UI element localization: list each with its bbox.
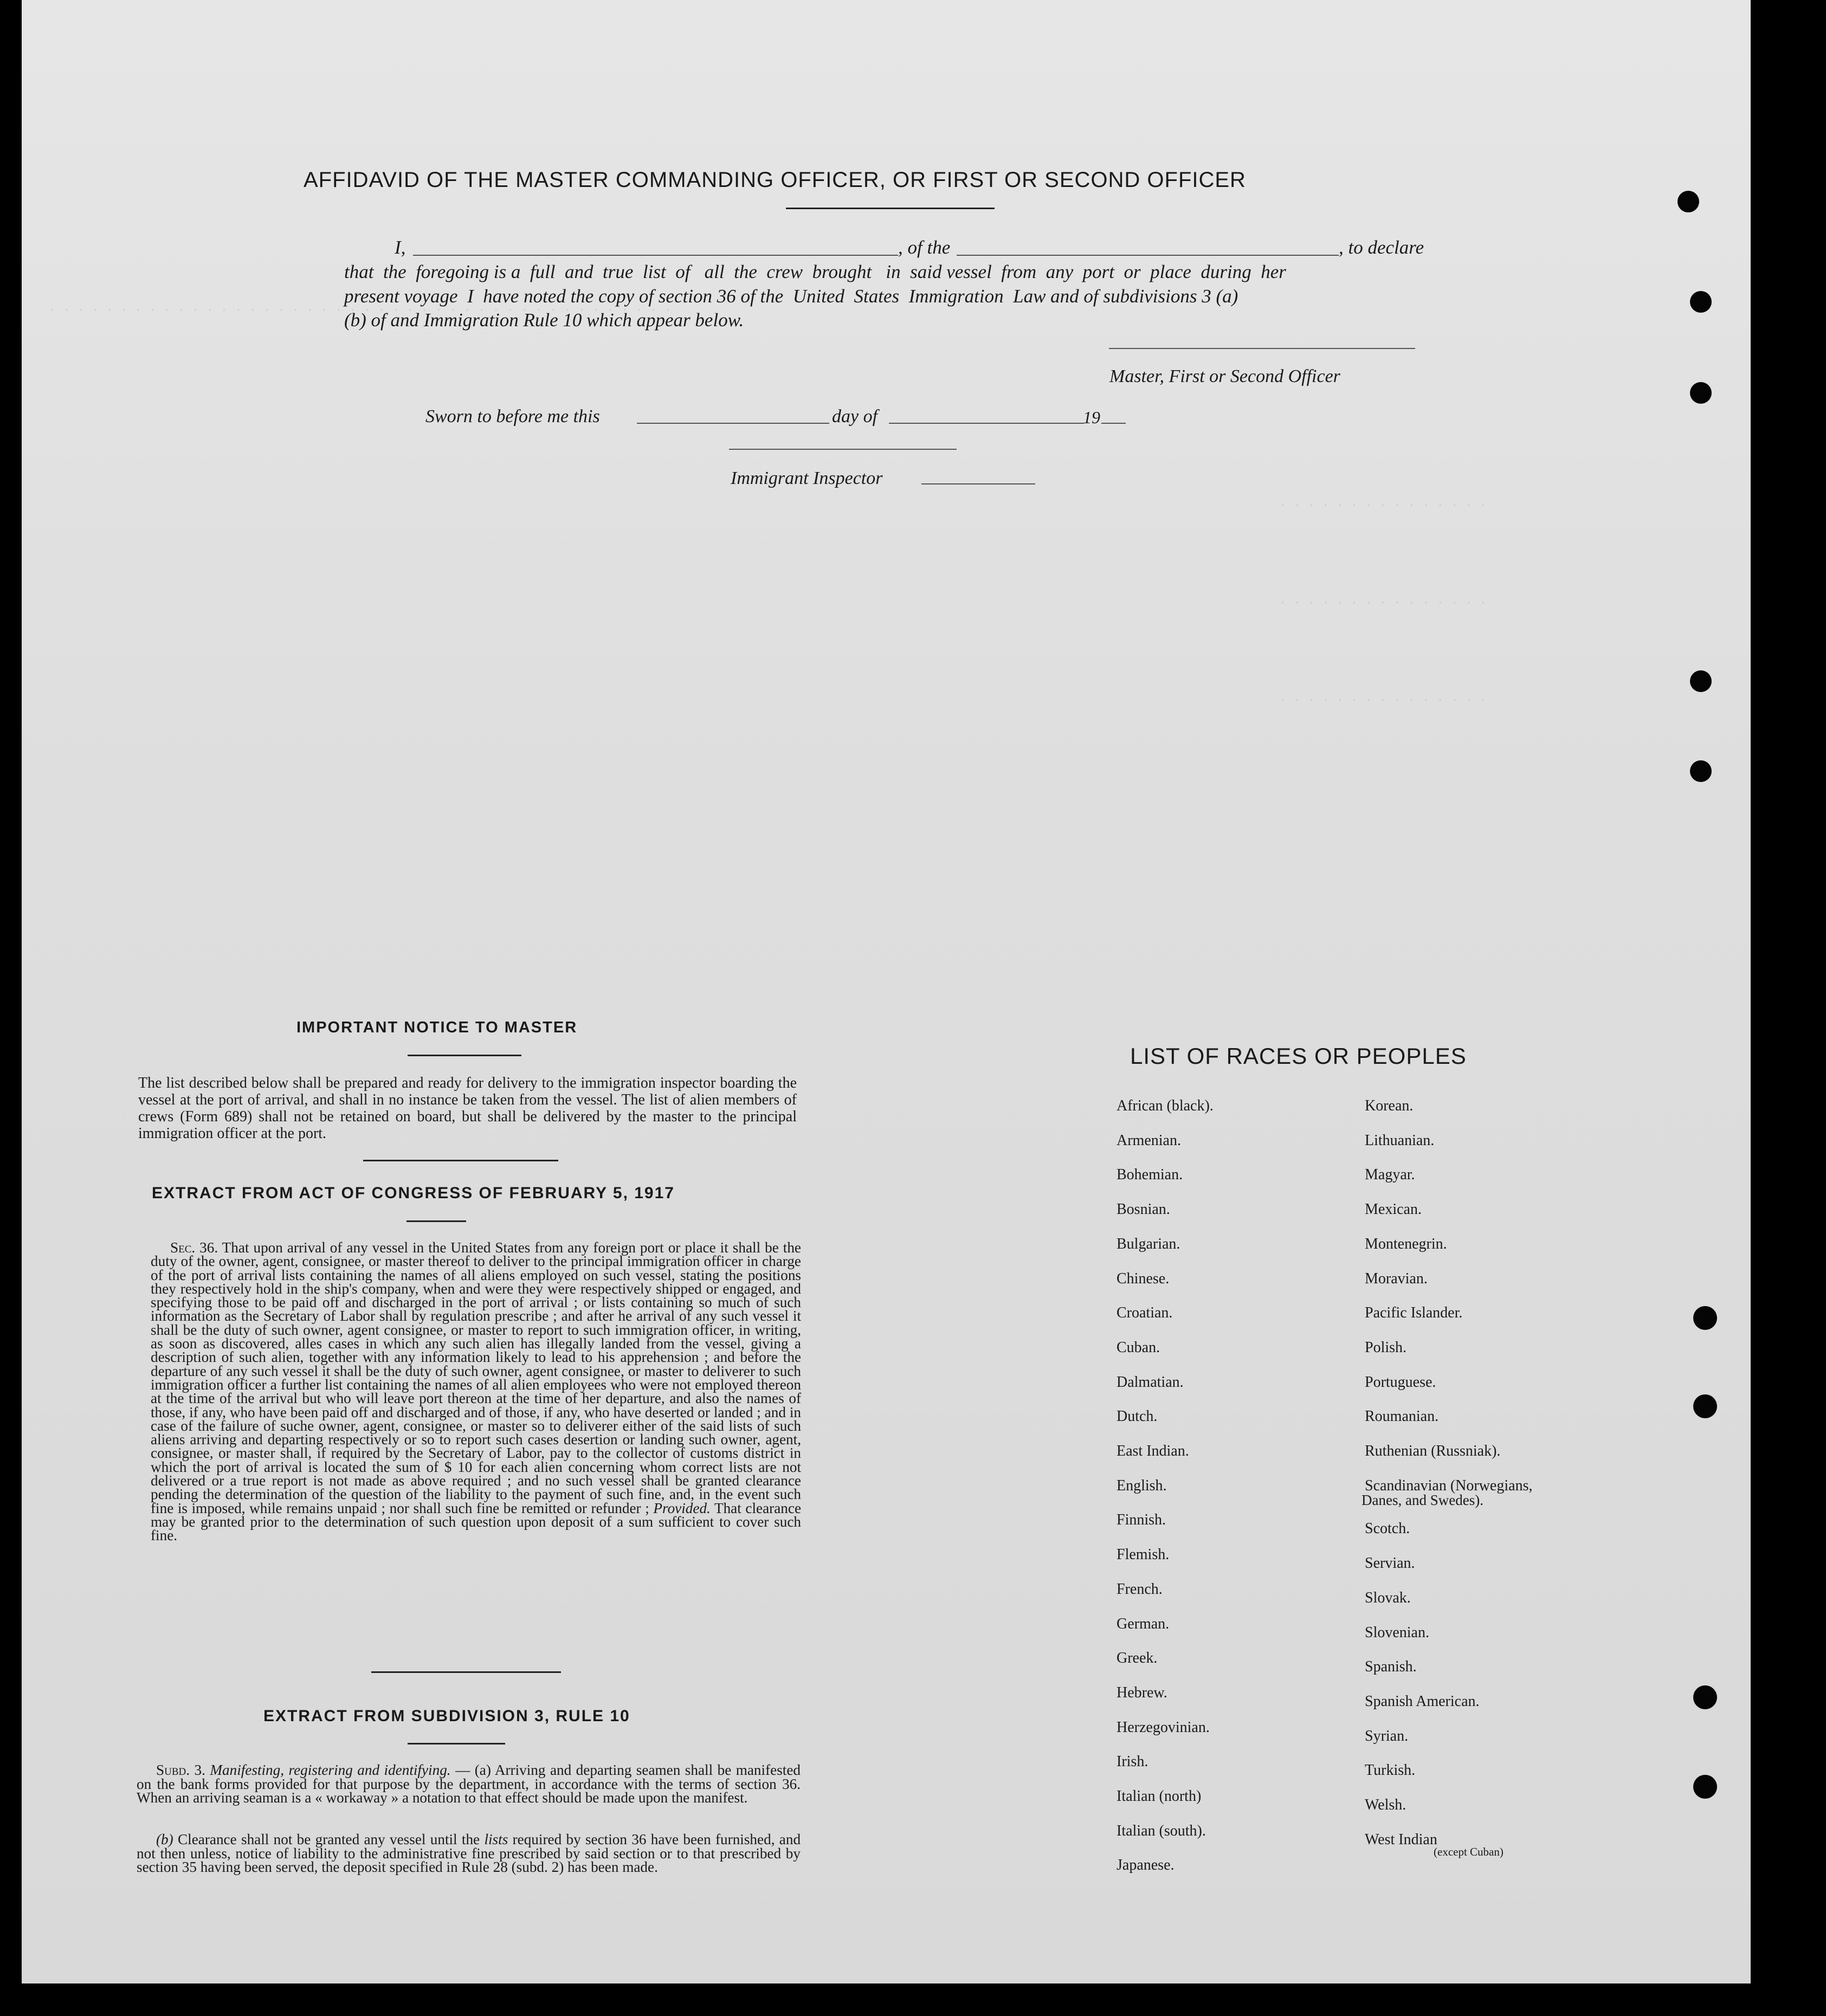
- sworn-year-blank: [1101, 423, 1126, 424]
- punch-hole: [1690, 670, 1712, 692]
- race-item: Korean.: [1365, 1097, 1414, 1114]
- race-item: Bohemian.: [1117, 1166, 1183, 1184]
- punch-hole: [1690, 760, 1712, 782]
- affidavit-line1-mid: , of the: [898, 237, 951, 258]
- race-item: Slovenian.: [1365, 1624, 1429, 1641]
- act-section-36: [151, 1241, 801, 1543]
- notice-text: The list described below shall be prepared and ready for delivery to the immigration inspector boarding the vessel at the port of arrival, and shall in no instance be taken from the vessel. The list of alien members of crews (Form 689) shall not be retained on board, but shall be delivered by the master to the principal immigration officer at the port.: [138, 1075, 797, 1142]
- subd-title: Manifesting, registering and identifying.: [210, 1762, 451, 1778]
- race-item: Cuban.: [1117, 1339, 1160, 1356]
- bleed-through-text: · · · · · · · · · · · · · · ·: [1279, 596, 1487, 610]
- race-item: Spanish.: [1365, 1658, 1417, 1676]
- affidavit-line2: that the foregoing is a full and true list of all the crew brought in said vessel from any port or place during her: [344, 261, 1286, 282]
- sworn-text: Sworn to before me this: [425, 406, 600, 427]
- sec-label: Sec. 36.: [170, 1239, 218, 1256]
- inspector-caption: Immigrant Inspector: [731, 468, 883, 488]
- race-item: Ruthenian (Russniak).: [1365, 1443, 1501, 1459]
- sworn-day-of: day of: [832, 406, 878, 427]
- para-b-end: required by section 36 have been furnished, and not then unless, notice of liability to the administrative fine prescribed by said section or to that prescribed by section 35 having been served, the deposit specified in Rule 28 (subd. 2) has been made.: [137, 1831, 801, 1875]
- para-b-label: (b): [156, 1831, 173, 1847]
- sworn-date-blank: [637, 423, 829, 424]
- race-item: Turkish.: [1365, 1762, 1416, 1779]
- race-item: Armenian.: [1117, 1132, 1181, 1149]
- notice-heading: IMPORTANT NOTICE TO MASTER: [296, 1019, 578, 1036]
- para-a-text: Arriving and departing seamen shall be manifested on the bank forms provided for that purpose by the department, in accordance with the terms of section 36. When an arriving seaman is a « workaway » a notation to that effect should be made upon the manifest.: [137, 1762, 801, 1806]
- sec-text: That upon arrival of any vessel in the United States from any foreign port or place it shall be the duty of the owner, agent, consignee, or master thereof to deliver to the principal immigration officer in charge of the port of arrival lists containing the names of all aliens employed on such vessel, stating the positions they respectively hold in the ship's company, when and were they were respectively shipped or engaged, and specifying those to be paid off and discharged in the port of arrival ; or lists containing so much of such information as the Secretary of Labor shall by regulation prescribe ; and after he arrival of any such vessel it shall be the duty of such owner, agent consignee, or master to report to such immigration officer, in writing, as soon as discovered, alles cases in which any such alien has illegally landed from the vessel, giving a description of such alien, together with any information likely to lead to his apprehension ; and before the departure of any such vessel it shall be the duty of such owner, agent consignee, or master to deliverer to such immigration officer a further list containing the names of all alien employees who were not employed thereon at the time of the arrival but who will leave port thereon at the time of her departure, and also the names of those, if any, who have been paid off and discharged and of those, if any, who have deserted or landed ; and in case of the failure of suche owner, agent, consignee, or master so to deliverer either of the said lists of such aliens arriving and departing respectively or so to report such cases desertion or landing such owner, agent, consignee, or master shall, if required by the Secretary of Labor, pay to the collector of customs district in which the port of arrival is located the sum of $ 10 for each alien concerning whom correct lists are not delivered or a true report is not made as above required ; and no such vessel shall be granted clearance pending the determination of the question of the liability to the payment of such fine, and, in the event such fine is imposed, while remains unpaid ; nor shall such fine be remitted or refunder ;: [151, 1239, 801, 1516]
- race-item: Croatian.: [1117, 1304, 1173, 1322]
- races-heading: LIST OF RACES OR PEOPLES: [1130, 1043, 1467, 1069]
- affidavit-line1-end: , to declare: [1339, 237, 1424, 258]
- race-item: East Indian.: [1117, 1443, 1189, 1459]
- para-b-start: Clearance shall not be granted any vessel until the: [178, 1831, 480, 1847]
- race-item: Welsh.: [1365, 1797, 1406, 1813]
- punch-hole: [1693, 1394, 1717, 1418]
- act-end-rule: [371, 1671, 561, 1673]
- proviso-label: Provided.: [653, 1500, 711, 1516]
- bleed-through-text: · · · · · · · · · · · · · · ·: [1279, 499, 1487, 512]
- race-item: Scandinavian (Norwegians,: [1365, 1477, 1533, 1494]
- race-item: Magyar.: [1365, 1166, 1415, 1184]
- race-item: Mexican.: [1365, 1201, 1422, 1218]
- act-rule: [407, 1220, 466, 1222]
- title-rule: [786, 208, 995, 209]
- name-blank: [413, 255, 898, 256]
- race-item: Montenegrin.: [1365, 1235, 1447, 1252]
- sworn-month-blank: [889, 423, 1084, 424]
- race-item: Spanish American.: [1365, 1692, 1480, 1710]
- proviso-text: That clearance may be granted prior to the determination of such question upon deposit of a sum sufficient to cover such fine.: [151, 1500, 802, 1544]
- race-item: Portuguese.: [1365, 1373, 1436, 1391]
- race-item: Bulgarian.: [1117, 1235, 1180, 1252]
- race-item: Pacific Islander.: [1365, 1304, 1463, 1322]
- race-item: Slovak.: [1365, 1589, 1411, 1606]
- affidavit-title: AFFIDAVID OF THE MASTER COMMANDING OFFICER, OR FIRST OR SECOND OFFICER: [304, 168, 1246, 192]
- race-item: Irish.: [1117, 1753, 1148, 1771]
- race-item: Hebrew.: [1117, 1684, 1167, 1701]
- race-item: Polish.: [1365, 1339, 1407, 1356]
- rule-para-a: [137, 1763, 801, 1805]
- para-b-lists: lists: [484, 1831, 508, 1847]
- race-item: French.: [1117, 1580, 1163, 1598]
- race-item: Finnish.: [1117, 1511, 1166, 1529]
- race-item: Dalmatian.: [1117, 1373, 1184, 1391]
- race-item: Syrian.: [1365, 1727, 1409, 1744]
- affidavit-line3: present voyage I have noted the copy of section 36 of the United States Immigration Law and of subdivisions 3 (a): [344, 286, 1238, 307]
- bleed-through-text: · · · · · · · · · · · · · · · · · · · · · · · · · · · · · · · · · · · · · · · · · · · ·: [49, 303, 672, 317]
- notice-rule: [408, 1055, 521, 1056]
- race-item: African (black).: [1117, 1097, 1214, 1114]
- rule-heading: EXTRACT FROM SUBDIVISION 3, RULE 10: [263, 1707, 630, 1725]
- race-item: Lithuanian.: [1365, 1132, 1435, 1149]
- race-item: Moravian.: [1365, 1270, 1428, 1287]
- document-page: [22, 0, 1751, 1983]
- sworn-year: 19: [1083, 408, 1100, 427]
- rule-heading-rule: [408, 1743, 505, 1744]
- race-item: Italian (north): [1117, 1788, 1202, 1805]
- subd-label: Subd. 3.: [156, 1762, 205, 1778]
- inspector-signature-blank: [729, 449, 957, 450]
- race-item: West Indian: [1365, 1831, 1437, 1848]
- affidavit-line1-start: I,: [395, 237, 406, 258]
- race-scandinavian-continued: Danes, and Swedes).: [1362, 1492, 1483, 1508]
- bleed-through-text: · · · · · · · · · · · · · · ·: [1279, 694, 1487, 707]
- race-item: German.: [1117, 1615, 1170, 1632]
- signature-blank: [1109, 348, 1415, 349]
- race-item: Herzegovinian.: [1117, 1718, 1210, 1736]
- para-a-label: — (a): [455, 1762, 491, 1778]
- punch-hole: [1677, 191, 1699, 212]
- punch-hole: [1693, 1306, 1717, 1330]
- vessel-blank: [957, 255, 1339, 256]
- punch-hole: [1693, 1775, 1717, 1799]
- race-item: Roumanian.: [1365, 1408, 1439, 1425]
- race-item: English.: [1117, 1477, 1167, 1494]
- race-item: Scotch.: [1365, 1520, 1410, 1537]
- act-heading: EXTRACT FROM ACT OF CONGRESS OF FEBRUARY 5, 1917: [152, 1184, 675, 1202]
- punch-hole: [1690, 291, 1712, 313]
- notice-end-rule: [363, 1160, 558, 1161]
- race-item: Chinese.: [1117, 1270, 1170, 1287]
- race-item: Japanese.: [1117, 1857, 1175, 1874]
- race-item: Dutch.: [1117, 1408, 1158, 1425]
- race-item: Servian.: [1365, 1555, 1415, 1572]
- punch-hole: [1690, 382, 1712, 404]
- signature-caption: Master, First or Second Officer: [1109, 366, 1340, 386]
- race-west-indian-note: (except Cuban): [1434, 1845, 1504, 1858]
- race-item: Flemish.: [1117, 1546, 1170, 1563]
- affidavit-line4: (b) of and Immigration Rule 10 which appear below.: [344, 309, 744, 331]
- rule-para-b: [137, 1833, 801, 1875]
- punch-hole: [1693, 1685, 1717, 1709]
- race-item: Bosnian.: [1117, 1201, 1170, 1218]
- race-item: Greek.: [1117, 1650, 1158, 1667]
- inspector-name-blank: [921, 483, 1035, 484]
- race-item: Italian (south).: [1117, 1822, 1206, 1839]
